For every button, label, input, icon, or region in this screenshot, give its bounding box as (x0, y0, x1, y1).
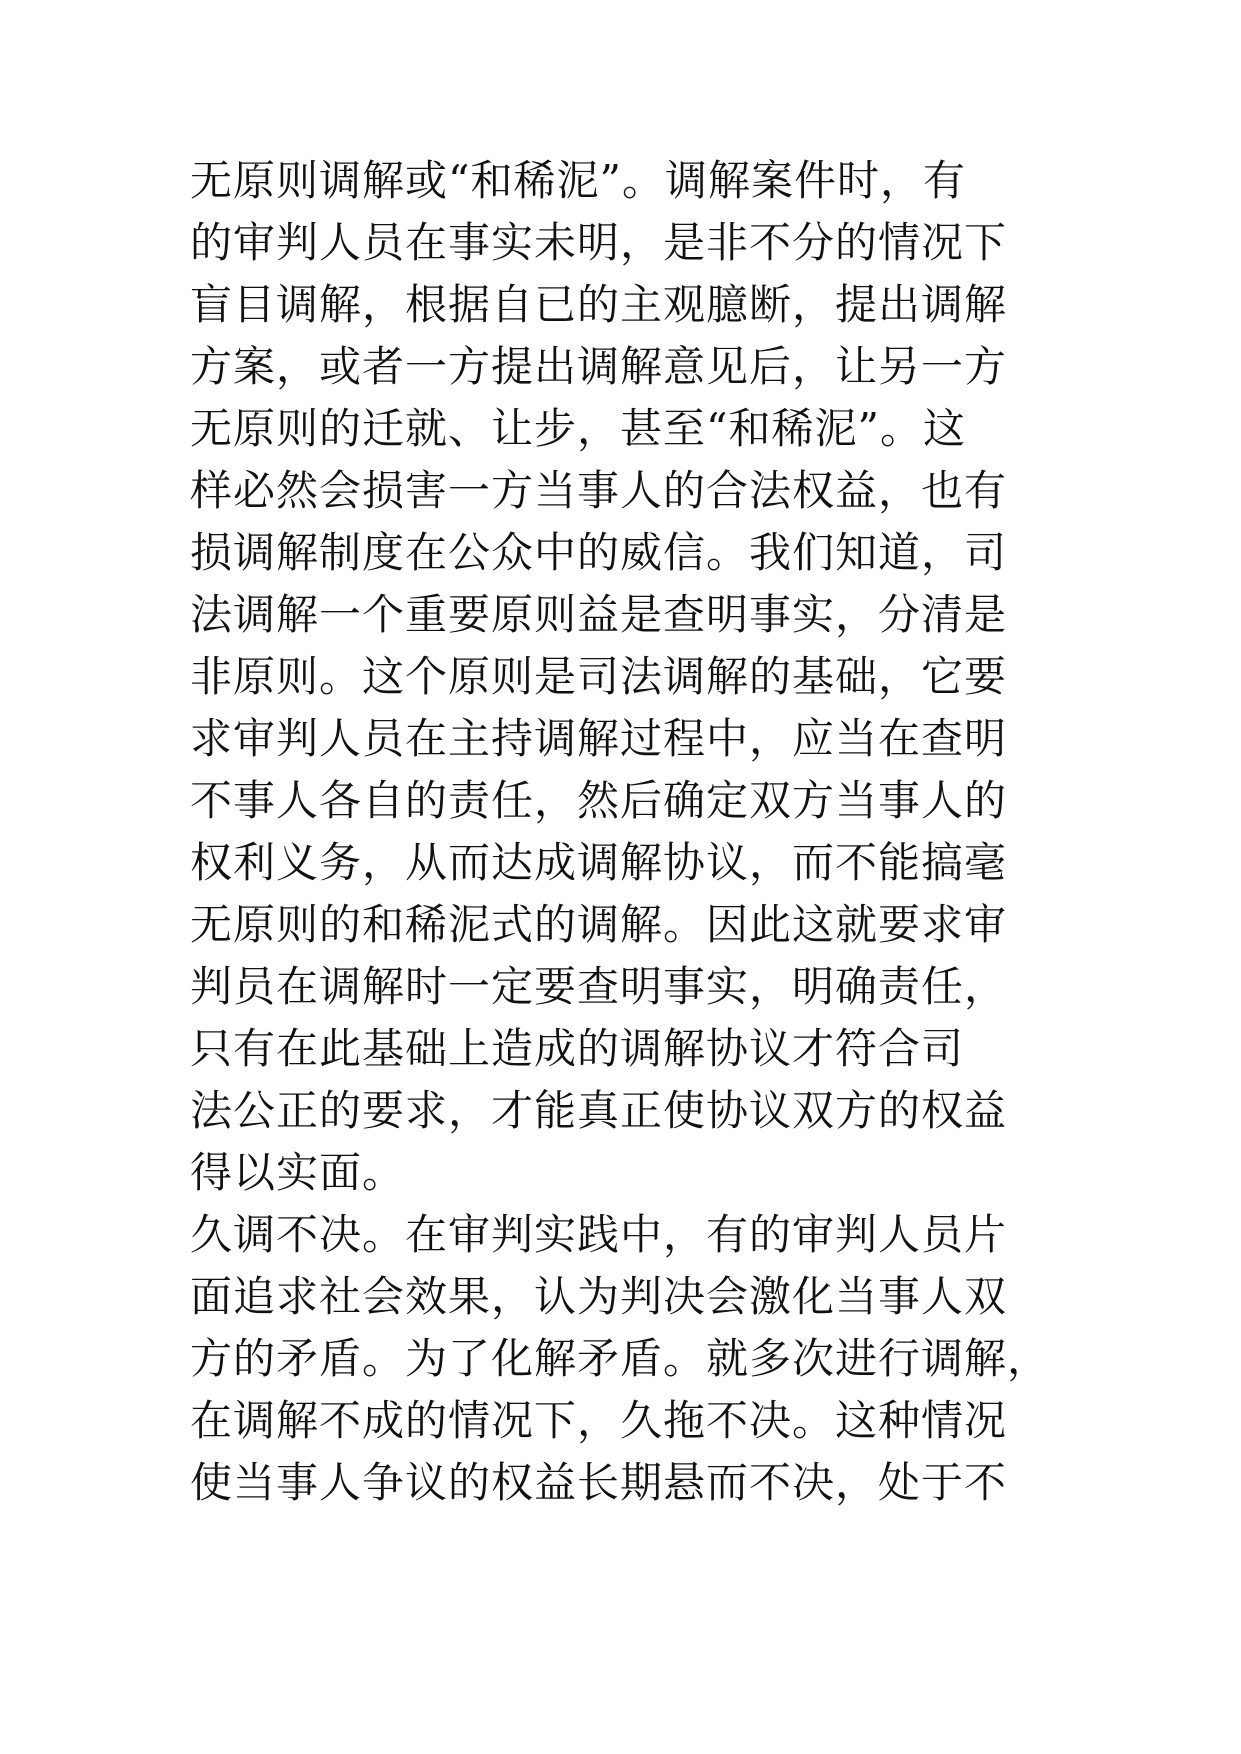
text-line: 无原则的迁就、让步，甚至“和稀泥”。这 (190, 404, 966, 453)
text-line: 的审判人员在事实未明，是非不分的情况下 (190, 218, 1008, 267)
text-line: 权利义务，从而达成调解协议，而不能搞毫 (190, 838, 1008, 887)
text-line: 法公正的要求，才能真正使协议双方的权益 (190, 1086, 1008, 1135)
text-line: 样必然会损害一方当事人的合法权益，也有 (190, 466, 1008, 515)
text-line: 方的矛盾。为了化解矛盾。就多次进行调解， (190, 1334, 1051, 1383)
text-line: 久调不决。在审判实践中，有的审判人员片 (190, 1210, 1008, 1259)
text-line: 盲目调解，根据自已的主观臆断，提出调解 (190, 280, 1008, 329)
text-line: 非原则。这个原则是司法调解的基础，它要 (190, 652, 1008, 701)
text-line: 无原则的和稀泥式的调解。因此这就要求审 (190, 900, 1008, 949)
text-line: 在调解不成的情况下，久拖不决。这种情况 (190, 1396, 1008, 1445)
text-line: 只有在此基础上造成的调解协议才符合司 (190, 1024, 965, 1073)
text-line: 面追求社会效果，认为判决会激化当事人双 (190, 1272, 1008, 1321)
text-line: 得以实面。 (190, 1148, 406, 1197)
text-line: 判员在调解时一定要查明事实，明确责任， (190, 962, 1008, 1011)
text-line: 方案，或者一方提出调解意见后，让另一方 (190, 342, 1008, 391)
text-line: 损调解制度在公众中的威信。我们知道，司 (190, 528, 1008, 577)
text-line: 法调解一个重要原则益是查明事实，分清是 (190, 590, 1008, 639)
body-text (190, 150, 1070, 1514)
text-line: 无原则调解或“和稀泥”。调解案件时，有 (190, 156, 966, 205)
text-line: 求审判人员在主持调解过程中，应当在查明 (190, 714, 1008, 763)
text-line: 不事人各自的责任，然后确定双方当事人的 (190, 776, 1008, 825)
text-line: 使当事人争议的权益长期悬而不决，处于不 (190, 1458, 1008, 1507)
